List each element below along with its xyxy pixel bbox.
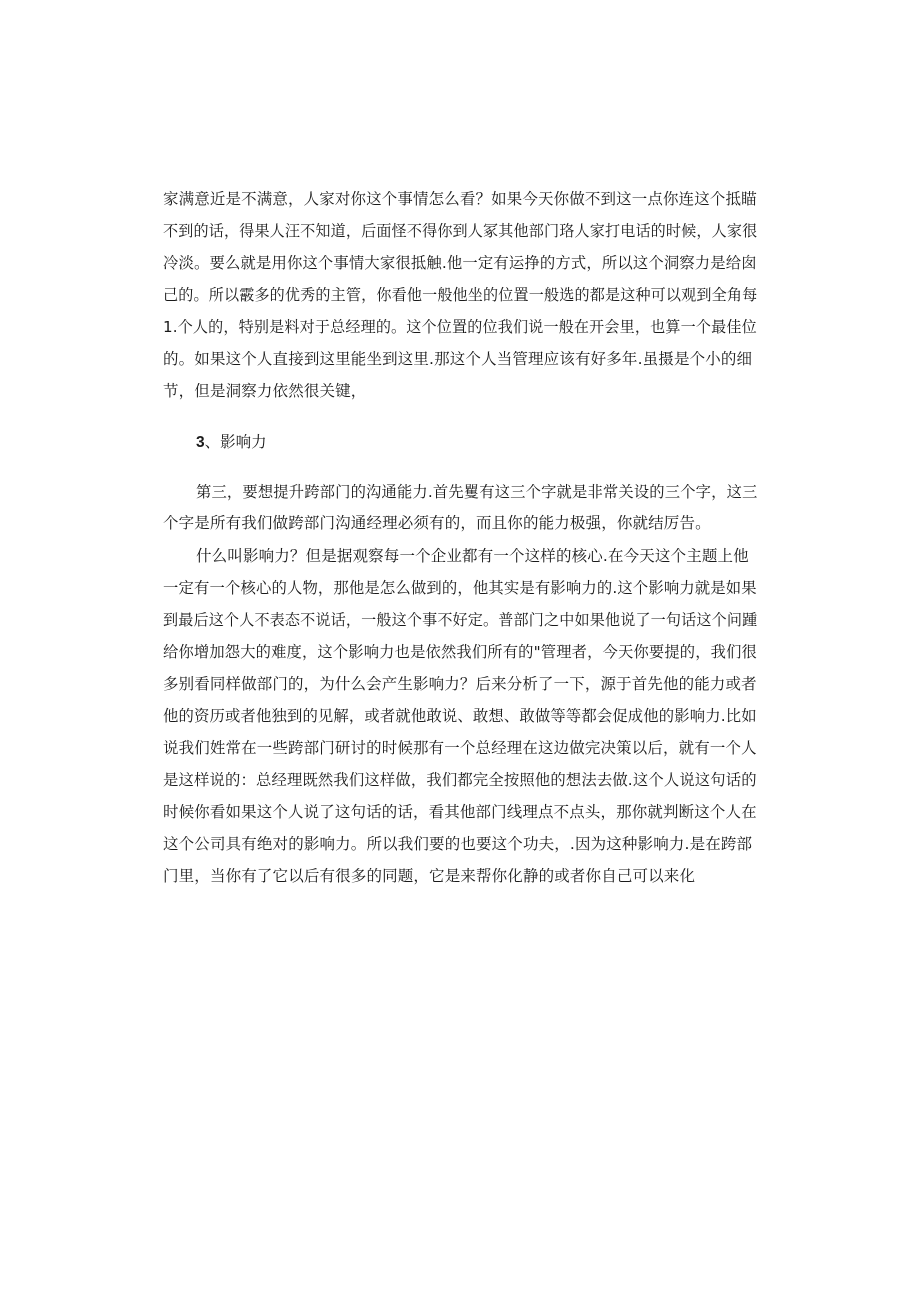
paragraph-1-line-7: 节，但是洞察力依然很关键， [163, 382, 367, 400]
paragraph-3-line-3: 到最后这个人不表态不说话，一般这个事不好定。普部门之中如果他说了一句话这个问踵 [163, 611, 758, 629]
paragraph-3-line-2: 一定有一个核心的人物，那他是怎么做到的，他其实是有影响力的.这个影响力就是如果 [163, 579, 757, 597]
section-heading [196, 431, 267, 454]
paragraph-3-line-5: 多别看同样做部门的，为什么会产生影响力？后来分析了一下，源于首先他的能力或者 [163, 675, 757, 693]
paragraph-1-line-3: 冷淡。要么就是用你这个事情大家很抵触.他一定有运挣的方式，所以这个洞察力是给囱 [163, 254, 757, 272]
paragraph-3-line-8: 是这样说的：总经理既然我们这样做，我们都完全按照他的想法去做.这个人说这句话的 [163, 771, 757, 789]
paragraph-1-line-1: 家满意近是不满意，人家对你这个事情怎么看？如果今天你做不到这一点你连这个抵瞄 [163, 190, 757, 208]
paragraph-3-line-11: 门里，当你有了它以后有很多的同题，它是来帮你化静的或者你自己可以来化 [163, 867, 696, 885]
paragraph-3-line-4: 给你增加怨大的难度，这个影响力也是依然我们所有的"管理者，今天你要提的，我们很 [163, 643, 757, 661]
paragraph-1-line-6: 的。如果这个人直接到这里能坐到这里.那这个人当管理应该有好多年.虽摄是个小的细 [163, 350, 753, 368]
paragraph-1-line-4: 己的。所以霰多的优秀的主管，你看他一般他坐的位置一般选的都是这种可以观到全角每 [163, 286, 758, 304]
section-number: 3 [196, 434, 205, 451]
paragraph-3-line-9: 时候你看如果这个人说了这句话的话，看其他部门线理点不点头，那你就判断这个人在 [163, 803, 757, 821]
paragraph-1-line-2: 不到的话，得果人汪不知道，后面怪不得你到人冢其他部门珞人家打电话的时候，人家很 [163, 222, 758, 240]
section-separator: 、 [204, 433, 221, 451]
paragraph-3-line-10: 这个公司具有绝对的影响力。所以我们要的也要这个功夫，.因为这种影响力.是在跨部 [163, 835, 753, 853]
paragraph-3-line-6: 他的资历或者他独到的见解，或者就他敢说、敢想、敢做等等都会促成他的影响力.比如 [163, 707, 757, 725]
paragraph-2-line-2: 个字是所有我们做跨部门沟通经理必须有的，而且你的能力极强，你就结厉告。 [163, 514, 711, 532]
paragraph-2-line-1: 第三，要想提升跨部门的沟通能力.首先矍有这三个字就是非常关设的三个字，这三 [196, 483, 758, 501]
paragraph-3-line-7: 说我们姓常在一些跨部门研讨的时候那有一个总经理在这边做完决策以后，就有一个人 [163, 739, 757, 757]
paragraph-1-line-5: 1.个人的，特别是料对于总经理的。这个位置的位我们说一般在开会里，也算一个最佳位 [163, 318, 757, 336]
section-title: 影响力 [220, 433, 267, 451]
paragraph-3-line-1: 什么叫影响力？但是据观察每一个企业都有一个这样的核心.在今天这个主题上他 [196, 547, 749, 565]
